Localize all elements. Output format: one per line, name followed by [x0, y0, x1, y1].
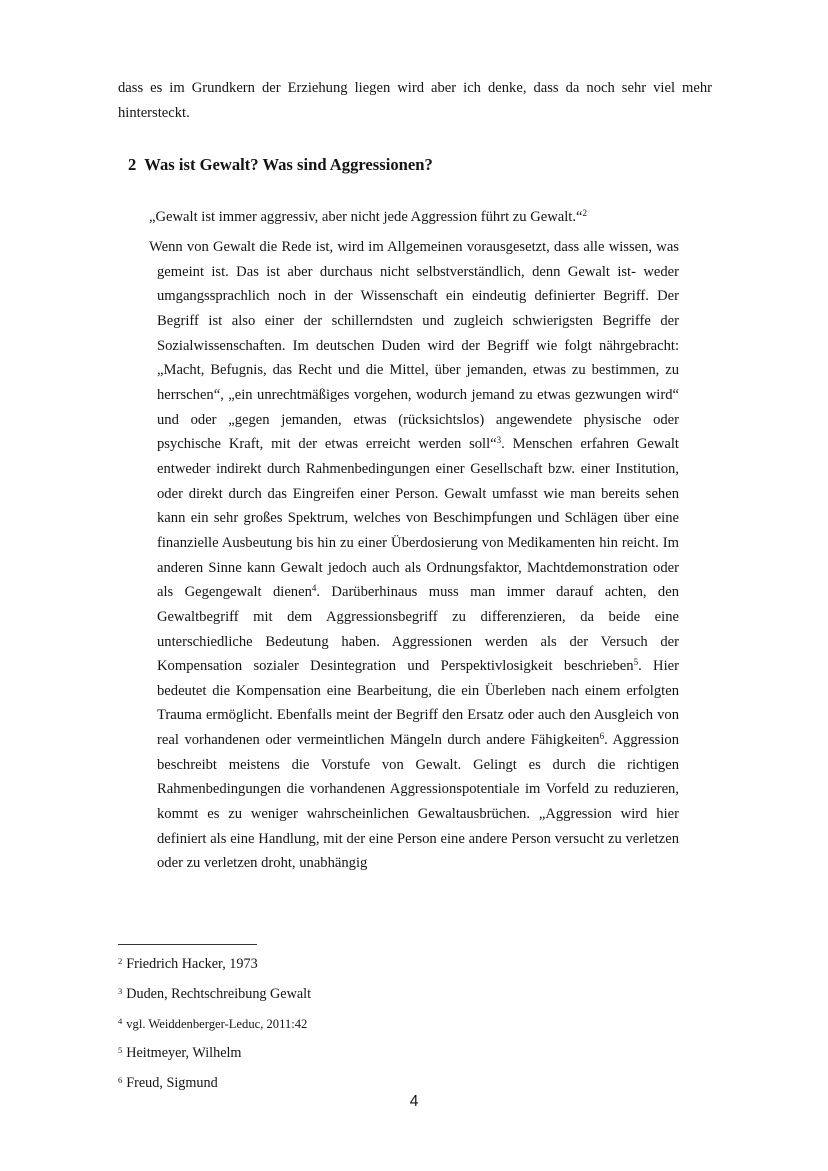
page-number: 4 — [409, 1093, 419, 1110]
footnote-text: Friedrich Hacker, 1973 — [126, 956, 258, 972]
footnote-list — [118, 954, 518, 1103]
footnote-number: 6 — [118, 1075, 123, 1086]
body-paragraph — [149, 235, 679, 876]
body-text-part-2: . Menschen erfahren Gewalt entweder indirekt durch Rahmenbedingungen einer Gesellschaft bzw. einer Institution, oder direkt durch das Eingreifen einer Person. Gewalt umfasst wie man bereits sehen kann ein sehr großes Spektrum, welches von Beschimpfungen und Schlägen über eine finanzielle Ausbeutung bis hin zu einer Überdosierung von Medikamenten hin reicht. Im anderen Sinne kann Gewalt jedoch auch als Ordnungsfaktor, Machtdemonstration oder als Gegengewalt dienen — [157, 436, 679, 601]
footnote-ref-2[interactable]: 2 — [582, 208, 587, 218]
footnote-ref-4[interactable]: 4 — [311, 583, 317, 594]
footnote-ref-3[interactable]: 3 — [496, 435, 502, 446]
footnote-ref-5[interactable]: 5 — [633, 657, 639, 668]
footnote-separator — [118, 944, 257, 945]
section-heading — [128, 153, 433, 177]
footnote-text: Heitmeyer, Wilhelm — [126, 1045, 242, 1062]
footnote-text: Freud, Sigmund — [126, 1075, 218, 1092]
footnote-item — [118, 1073, 518, 1103]
footnote-number: 4 — [118, 1015, 123, 1026]
footnote-number: 5 — [118, 1045, 123, 1056]
epigraph-quote — [149, 205, 587, 229]
footnote-number: 2 — [118, 956, 123, 966]
body-text-part-3: . Darüberhinaus muss man immer darauf achten, den Gewaltbegriff mit dem Aggressionsbegriff zu differenzieren, da beide eine unterschiedliche Bedeutung haben. Aggressionen werden als der Versuch der Kompensation sozialer Desintegration und Perspektivlosigkeit beschrieben — [157, 584, 679, 675]
footnote-item — [118, 984, 518, 1014]
body-text-part-4: . Hier bedeutet die Kompensation eine Bearbeitung, die ein Überleben nach einem erfolgten Trauma ermöglicht. Ebenfalls meint der Begriff den Ersatz oder auch den Ausgleich von real vorhandenen oder vermeintlichen Mängeln durch andere Fähigkeiten — [157, 658, 679, 749]
footnote-item — [118, 954, 518, 984]
footnote-item — [118, 1014, 518, 1044]
section-number: 2 — [128, 155, 137, 174]
section-title: Was ist Gewalt? Was sind Aggressionen? — [144, 155, 433, 174]
body-text-part-5: . Aggression beschreibt meistens die Vorstufe von Gewalt. Gelingt es durch die richtigen Rahmenbedingungen die vorhandenen Aggressionspotentiale im Vorfeld zu reduzieren, kommt es zu weniger wahrscheinlichen Gewaltausbrüchen. „Aggression wird hier definiert als eine Handlung, mit der eine Person eine andere Person versucht zu verletzen oder zu verletzen droht, unabhängig — [157, 732, 679, 872]
footnote-text: vgl. Weiddenberger-Leduc, 2011:42 — [126, 1016, 308, 1031]
footnote-text: Duden, Rechtschreibung Gewalt — [126, 985, 312, 1002]
footnote-item — [118, 1043, 518, 1073]
footnote-ref-6[interactable]: 6 — [599, 731, 605, 742]
body-text-part-1: Wenn von Gewalt die Rede ist, wird im Allgemeinen vorausgesetzt, dass alle wissen, was gemeint ist. Das ist aber durchaus nicht selbstverständlich, denn Gewalt ist- weder umgangssprachlich noch in der Wissenschaft ein eindeutig definierter Begriff. Der Begriff ist also einer der schillerndsten und zugleich schwierigsten Begriffe der Sozialwissenschaften. Im deutschen Duden wird der Begriff wie folgt nährgebracht: „Macht, Befugnis, das Recht und die Mittel, über jemanden, etwas zu bestimmen, zu herrschen“, „ein unrechtmäßiges vorgehen, wodurch jemand zu etwas gezwungen wird“ und oder „gegen jemanden, etwas (rücksichtslos) angewendete physische oder psychische Kraft, mit der etwas erreicht werden soll“ — [149, 239, 679, 453]
quote-text: „Gewalt ist immer aggressiv, aber nicht jede Aggression führt zu Gewalt.“ — [149, 209, 583, 225]
intro-paragraph: dass es im Grundkern der Erziehung liegen wird aber ich denke, dass da noch sehr viel mehr hintersteckt. — [118, 80, 712, 121]
footnote-number: 3 — [118, 985, 123, 996]
